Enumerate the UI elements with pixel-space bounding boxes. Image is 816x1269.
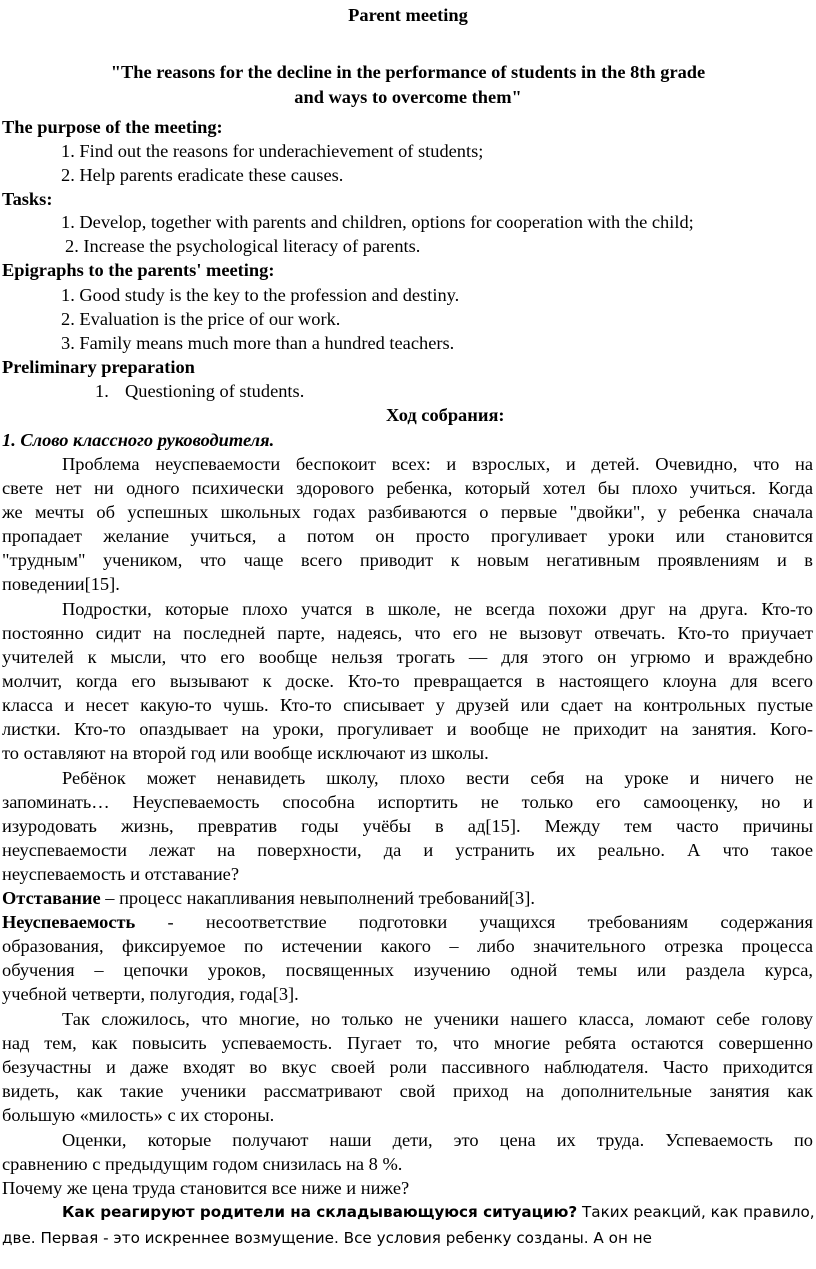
definition-line: учебной четверти, полугодия, года[3]. xyxy=(2,984,299,1004)
document-title: Parent meeting xyxy=(348,5,468,25)
definition-line: обучения – цепочки уроков, посвященных изучению одной темы или раздела курса, xyxy=(2,960,813,980)
definition-line: образования, фиксируемое по истечении какого – либо значительного отрезка процесса xyxy=(2,936,813,956)
last-line: две. Первая - это искреннее возмущение. Все условия ребенку созданы. А он не xyxy=(2,1229,652,1247)
definition-underachievement xyxy=(2,910,813,934)
subtitle-line-2: and ways to overcome them" xyxy=(294,87,522,107)
epigraph-item-1: 1. Good study is the key to the profession and destiny. xyxy=(61,285,460,305)
paragraph-4-line: над тем, как повысить успеваемость. Пугает то, что многие ребята остаются совершенно xyxy=(2,1033,813,1053)
paragraph-1-line: же мечты об успешных школьных годах разбиваются о первые "двойки", у ребенка сначала xyxy=(2,502,813,522)
paragraph-2-line: то оставляют на второй год или вообще исключают из школы. xyxy=(2,743,489,763)
paragraph-4-line: видеть, как такие ученики рассматривают свой приход на дополнительные занятия как xyxy=(2,1081,813,1101)
reaction-text: Таких реакций, как правило, xyxy=(577,1203,815,1221)
paragraph-5-line: Оценки, которые получают наши дети, это цена их труда. Успеваемость по xyxy=(62,1130,813,1150)
paragraph-1-line: поведении[15]. xyxy=(2,574,120,594)
section-1-heading: 1. Слово классного руководителя. xyxy=(2,430,275,450)
purpose-heading: The purpose of the meeting: xyxy=(2,117,223,137)
paragraph-4-line: безучастны и даже входят во вкус своей роли пассивного наблюдателя. Часто приходится xyxy=(2,1057,813,1077)
paragraph-4-line: Так сложилось, что многие, но только не ученики нашего класса, ломают себе голову xyxy=(62,1009,813,1029)
paragraph-4-line: большую «милость» с их стороны. xyxy=(2,1105,275,1125)
paragraph-2-line: класса и несет какую-то чушь. Кто-то списывает у друзей или сдает на контрольных пустые xyxy=(2,695,813,715)
paragraph-1-line: пропадает желание учиться, а потом он просто прогуливает уроки или становится xyxy=(2,526,813,546)
course-heading: Ход собрания: xyxy=(386,405,505,425)
purpose-item-1: 1. Find out the reasons for underachievement of students; xyxy=(61,141,484,161)
reaction-line xyxy=(62,1200,815,1224)
paragraph-2-line: постоянно сидит на последней парте, надеясь, что его не вызовут отвечать. Кто-то приучает xyxy=(2,623,813,643)
paragraph-3-line: запоминать… Неуспеваемость способна испортить не только его самооценку, но и xyxy=(2,792,813,812)
definition-term: Отставание xyxy=(2,888,101,908)
epigraphs-heading: Epigraphs to the parents' meeting: xyxy=(2,260,275,280)
paragraph-3-line: изуродовать жизнь, превратив годы учёбы в ад[15]. Между тем часто причины xyxy=(2,816,813,836)
definition-term: Неуспеваемость xyxy=(2,912,136,932)
definition-lagging xyxy=(2,886,535,910)
preparation-heading: Preliminary preparation xyxy=(2,357,195,377)
preparation-item-text: Questioning of students. xyxy=(125,381,305,401)
paragraph-2-line: учителей к мысли, что его вообще нельзя трогать — для этого он угрюмо и враждебно xyxy=(2,647,813,667)
epigraph-item-3: 3. Family means much more than a hundred teachers. xyxy=(61,333,455,353)
paragraph-3-line: неуспеваемость и отставание? xyxy=(2,864,240,884)
definition-text: – процесс накапливания невыполнений требований[3]. xyxy=(100,888,535,908)
paragraph-2-line: листки. Кто-то опаздывает на уроки, прогуливает и вообще не приходит на занятия. Кого- xyxy=(2,719,813,739)
question-line: Почему же цена труда становится все ниже и ниже? xyxy=(2,1178,410,1198)
paragraph-3-line: неуспеваемости лежат на поверхности, да и устранить их реально. А что такое xyxy=(2,840,813,860)
tasks-heading: Tasks: xyxy=(2,189,53,209)
purpose-item-2: 2. Help parents eradicate these causes. xyxy=(61,165,344,185)
tasks-item-2: 2. Increase the psychological literacy of parents. xyxy=(65,236,421,256)
reaction-question: Как реагируют родители на складывающуюся ситуацию? xyxy=(62,1203,578,1221)
paragraph-5-line: сравнению с предыдущим годом снизилась на 8 %. xyxy=(2,1154,403,1174)
subtitle-line-1: "The reasons for the decline in the performance of students in the 8th grade xyxy=(110,62,706,82)
definition-text: - несоответствие подготовки учащихся требованиям содержания xyxy=(135,912,813,932)
paragraph-1-line: "трудным" учеником, что чаще всего приводит к новым негативным проявлениям и в xyxy=(2,550,813,570)
tasks-item-1: 1. Develop, together with parents and children, options for cooperation with the child; xyxy=(61,212,694,232)
paragraph-2-line: Подростки, которые плохо учатся в школе, не всегда похожи друг на друга. Кто-то xyxy=(62,599,813,619)
paragraph-2-line: молчит, когда его вызывают к доске. Кто-то превращается в настоящего клоуна для всего xyxy=(2,671,813,691)
paragraph-1-line: Проблема неуспеваемости беспокоит всех: и взрослых, и детей. Очевидно, что на xyxy=(62,454,813,474)
paragraph-1-line: свете нет ни одного психически здорового ребенка, который хотел бы плохо учиться. Когда xyxy=(2,478,813,498)
epigraph-item-2: 2. Evaluation is the price of our work. xyxy=(61,309,341,329)
paragraph-3-line: Ребёнок может ненавидеть школу, плохо вести себя на уроке и ничего не xyxy=(62,768,813,788)
preparation-item-number: 1. xyxy=(95,381,109,401)
